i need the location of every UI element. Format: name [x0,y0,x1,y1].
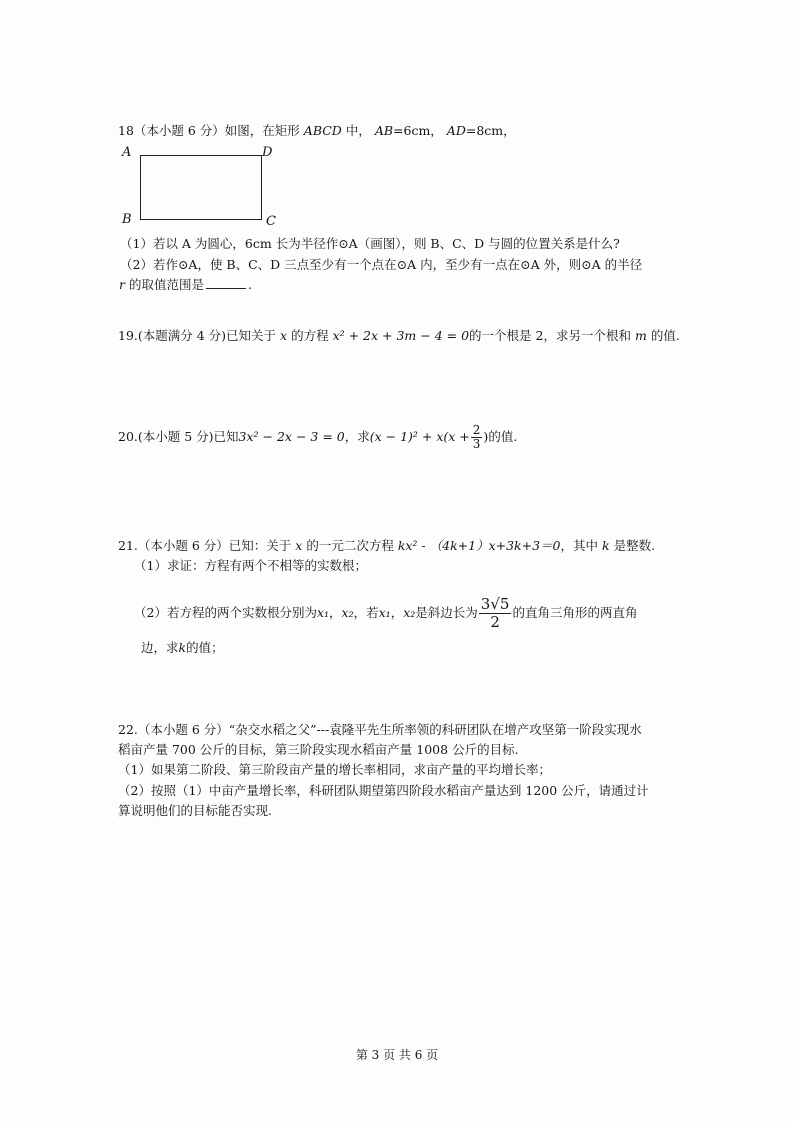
q22-line-5: 算说明他们的目标能否实现. [118,803,272,818]
q21-x2-again: x₂ [403,605,416,620]
q18-part2: （2）若作⊙A，使 B、C、D 三点至少有一个点在⊙A 内，至少有一点在⊙A 外，则⊙A 的半径 [120,257,643,272]
q18-range-text: 的取值范围是 [124,277,204,292]
q18-head-text: 18（本小题 6 分）如图，在矩形 [118,123,300,138]
q19-d: 的值. [650,328,680,343]
q21-x1: x₁ [316,605,330,620]
q21-d: 是整数. [613,538,656,553]
q18-ab-val: =6cm， [393,123,443,138]
q21-fraction [479,596,512,631]
q18-heading [118,123,516,139]
q20-frac-num: 2 [472,423,481,437]
q21-p3b: 的值； [186,640,224,655]
q21-p3a: 边，求 [141,640,179,655]
vertex-d-label: D [262,145,273,160]
q21-comma-again: ， [390,605,404,620]
q18-period: . [247,277,252,292]
q21-p2c: 是斜边长为 [415,605,478,620]
vertex-c-label: C [266,214,276,229]
q21-comma: ， [329,605,342,620]
q21-part1: （1）求证：方程有两个不相等的实数根； [134,558,367,573]
q18-head-mid: 中， [345,123,371,138]
q21-p3k: k [178,640,187,655]
q22-line-3: （1）如果第二阶段、第三阶段亩产量的增长率相同，求亩产量的平均增长率； [118,762,551,777]
q20-c: 的值. [488,429,518,444]
rectangle-abcd [140,155,262,220]
q21-frac-den: 2 [490,613,500,631]
q19-m: m [634,328,647,343]
q18-rect-name: ABCD [303,123,342,138]
q19-c: 的一个根是 2，求另一个根和 [469,328,631,343]
q18-ab: AB [374,123,394,138]
q19-text [118,328,680,344]
vertex-a-label: A [122,145,132,160]
page-number-footer: 第 3 页 共 6 页 [355,1048,439,1062]
q20-frac-den: 3 [472,437,481,451]
q21-p2b: ，若 [353,605,379,620]
q19-equation: x² + 2x + 3m − 4 = 0 [332,328,470,343]
q19-x: x [280,328,288,343]
q21-p2d: 的直角三角形的两直角 [512,605,638,620]
q21-heading [118,538,655,554]
q19-b: 的方程 [291,328,329,343]
q18-part2-cont [119,277,252,293]
q21-b: 的一元二次方程 [306,538,394,553]
q20-b: ，求 [344,429,370,444]
q20-text [118,424,517,451]
q21-k: k [602,538,610,553]
q22-line-1: 22.（本小题 6 分）“杂交水稻之父”---袁隆平先生所率领的科研团队在增产攻坚第一阶段实现水 [118,722,642,737]
q18-ad: AD [446,123,466,138]
q21-p2a: （2）若方程的两个实数根分别为 [134,605,317,620]
q21-part2 [134,596,637,631]
q21-x: x [295,538,303,553]
q20-close-paren: ) [483,429,489,444]
q20-equation: 3x² − 2x − 3 = 0 [238,429,345,444]
q19-a: 19.(本题满分 4 分)已知关于 [118,328,277,343]
q20-fraction [471,424,483,451]
q21-x1-again: x₁ [378,605,391,620]
q21-part2-cont [141,640,224,656]
q21-equation: kx² - （4k+1）x+3k+3＝0 [397,538,561,553]
q22-line-4: （2）按照（1）中亩产量增长率，科研团队期望第四阶段水稻亩产量达到 1200 公斤，请通过计 [118,783,649,798]
vertex-b-label: B [122,212,132,227]
q20-a: 20.(本小题 5 分)已知 [118,429,239,444]
q21-a: 21.（本小题 6 分）已知：关于 [118,538,292,553]
q21-x2: x₂ [341,605,354,620]
q22-line-2: 稻亩产量 700 公斤的目标，第三阶段实现水稻亩产量 1008 公斤的目标. [118,742,519,757]
q18-r: r [119,277,125,292]
answer-blank[interactable] [206,277,246,289]
q21-c: ，其中 [560,538,599,553]
q21-frac-num: 3√5 [480,595,510,613]
q18-part1: （1）若以 A 为圆心，6cm 长为半径作⊙A（画图），则 B、C、D 与圆的位置关系是什么? [120,236,620,251]
q18-ad-val: =8cm， [465,123,516,138]
q20-expression: (x − 1)² + x(x + [369,429,470,444]
